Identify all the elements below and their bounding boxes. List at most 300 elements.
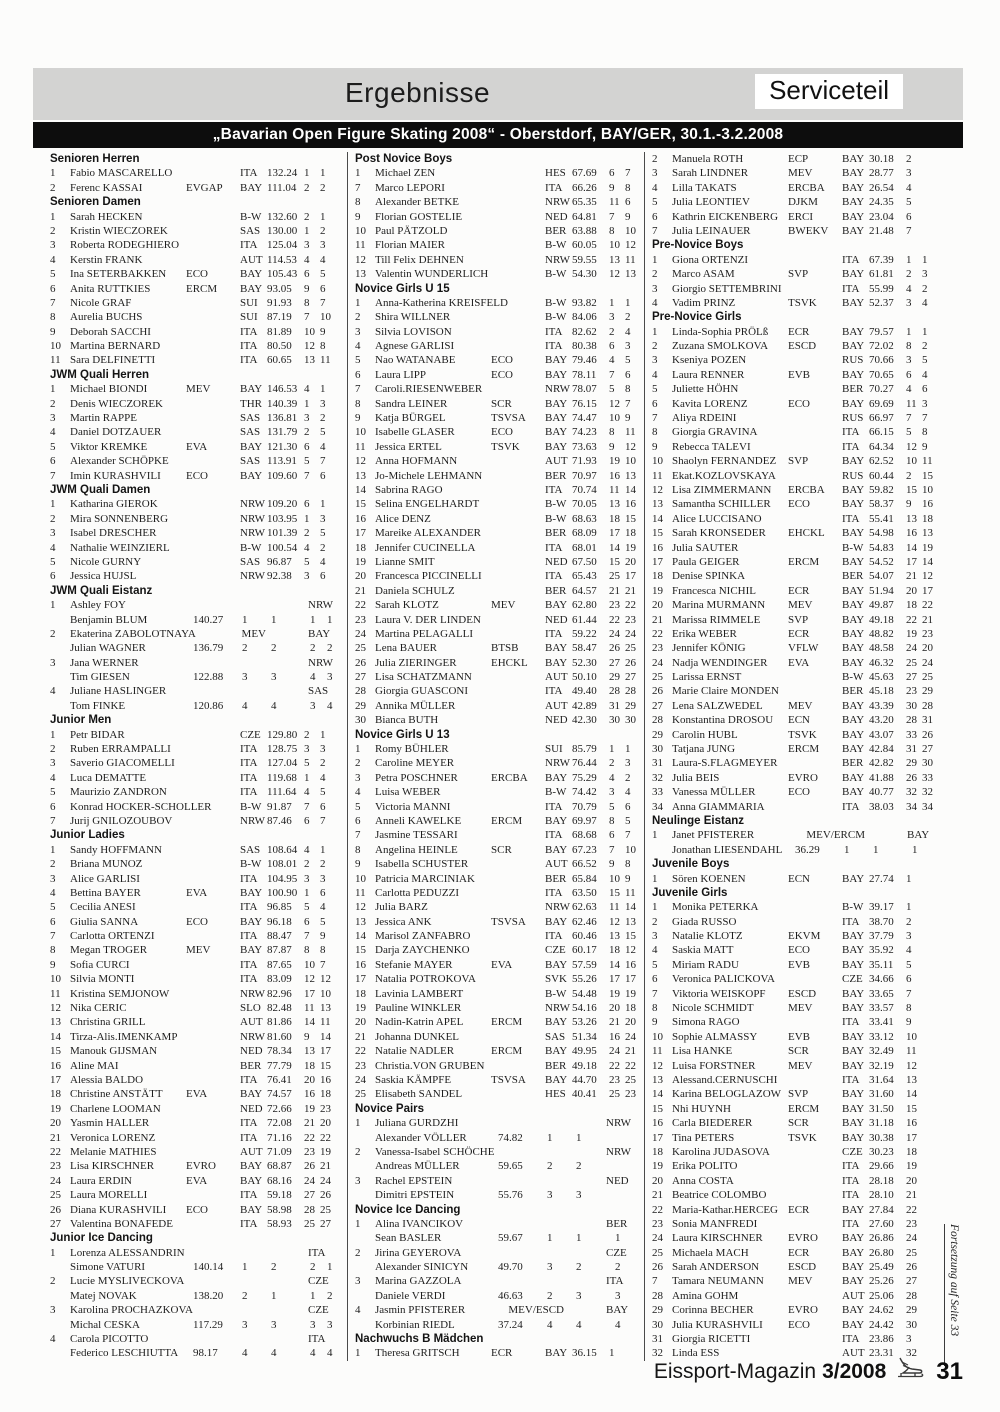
club [491,742,545,756]
score: 82.48 [267,1002,292,1015]
club [788,670,842,684]
partner1-name: Vanessa-Isabel SCHÖCHE [375,1145,495,1158]
rank: 25 [355,642,366,655]
skater-name: Melanie MATHIES [70,1145,157,1158]
placement-fs: 24 [320,1174,331,1187]
placement: 2 [547,1289,553,1302]
score: 80.50 [267,340,292,353]
pair-result-row-line2 [355,1188,642,1202]
placement-fs [922,1303,937,1317]
result-row [652,598,943,612]
region: BAY [842,340,865,353]
region: AUT [545,858,568,871]
rank: 6 [50,800,56,813]
result-row [355,943,642,957]
rank: 21 [50,1131,61,1144]
region: SLO [240,1002,261,1015]
result-row [355,382,642,396]
rank: 23 [355,1059,366,1072]
region: BER [240,1059,262,1072]
skater-name: Aline MAI [70,1059,119,1072]
region: AUT [545,671,568,684]
placement: 4 [615,1318,621,1331]
placement-fs: 7 [320,814,326,827]
region: BAY [545,1347,568,1360]
placement-sp: 4 [609,354,615,367]
placement-fs [922,224,937,238]
club: EVB [788,1030,810,1043]
skater-name: Miriam RADU [672,958,739,971]
result-row [652,1246,943,1260]
skater-name: Viktoria WEISKOPF [672,987,766,1000]
result-row [50,382,344,396]
rank: 5 [50,786,56,799]
rank: 27 [50,1217,61,1230]
placement-fs: 6 [625,800,631,813]
skate-logo-icon [894,1356,926,1387]
section-title: Senioren Herren [50,153,140,165]
placement-sp: 25 [609,1088,620,1101]
region: BER [842,757,864,770]
rank: 1 [355,1347,361,1360]
skater-name: Lavinia LAMBERT [375,987,464,1000]
club [491,800,545,814]
result-row [50,1116,344,1130]
placement-fs: 4 [320,253,326,266]
club: SVP [788,1088,809,1101]
score: 78.34 [267,1045,292,1058]
skater-name: Caroline MEYER [375,757,455,770]
rank: 1 [50,167,56,180]
placement-fs [922,1231,937,1245]
placement-sp: 6 [609,829,615,842]
placement-sp: 2 [304,181,310,194]
placement-fs: 7 [320,455,326,468]
result-row [652,368,943,382]
score: 127.04 [267,757,298,770]
placement-fs: 2 [625,771,631,784]
score: 131.79 [267,426,298,439]
rank-spacer [355,1188,375,1202]
placement-fs [922,1044,937,1058]
placement-fs: 10 [320,311,331,324]
club: EVRO [186,1160,216,1173]
score: 38.70 [869,915,894,928]
rank: 19 [652,1160,663,1173]
club: ECN [788,872,810,885]
result-row [50,166,344,180]
result-row [355,411,642,425]
skater-name: Isabelle GLASER [375,426,455,439]
placement: 2 [576,1160,582,1173]
score: 146.53 [267,383,298,396]
skater-name: Deborah SACCHI [70,325,151,338]
score: 44.70 [572,1074,597,1086]
placement-fs: 4 [320,440,326,453]
club: EVA [186,1088,208,1101]
region: ITA [842,1174,860,1187]
result-row [652,339,943,353]
score: 74.82 [498,1131,523,1144]
club [186,555,240,569]
result-row [50,1174,344,1188]
result-row [355,929,642,943]
rank: 22 [652,627,663,640]
club: ECR [788,1203,810,1216]
score: 71.93 [572,455,597,468]
region: ITA [842,1189,860,1202]
placement: 2 [242,1289,248,1302]
club [186,397,240,411]
placement-fs: 21 [625,584,636,597]
placement-fs: 9 [625,210,631,223]
club [788,1332,842,1346]
region: SAS [240,555,261,568]
placement: 3 [576,1289,582,1302]
placement-fs: 18 [320,1088,331,1101]
score: 111.04 [267,181,297,194]
region: BAY [842,613,865,626]
skater-name: Martina PELAGALLI [375,627,474,640]
skater-name: Kseniya POZEN [672,354,747,367]
score: 80.38 [572,340,597,353]
result-row [355,224,642,238]
placement-sp: 18 [906,599,917,612]
skater-name: Laura KIRSCHNER [672,1232,763,1245]
result-row [355,627,642,641]
score: 46.63 [498,1289,523,1302]
rank: 3 [652,282,658,295]
score: 27.60 [869,1217,894,1230]
placement-fs [922,1116,937,1130]
rank: 15 [355,498,366,511]
placement: 4 [310,1347,316,1360]
score: 59.82 [869,483,894,496]
placement-fs: 28 [922,699,933,712]
placement-fs: 8 [320,944,326,957]
placement-fs: 6 [625,368,631,381]
placement-fs: 23 [922,627,933,640]
rank: 24 [355,627,366,640]
skater-name: Diana KURASHVILI [70,1203,167,1216]
score: 70.65 [869,368,894,381]
region: HES [545,1088,566,1101]
region: BAY [240,440,263,453]
skater-name: Lilla TAKATS [672,181,737,194]
placement-fs: 20 [625,1016,636,1029]
result-row [355,469,642,483]
placement-fs [922,1087,937,1101]
region: BAY [842,872,865,885]
score: 49.70 [498,1261,523,1274]
placement-fs: 1 [320,843,326,856]
rank: 16 [652,1117,663,1130]
score: 54.07 [869,570,894,583]
pair-result-row-line1 [652,828,943,842]
region: AUT [842,1347,865,1360]
magazine-name: Eissport-Magazin [653,1359,817,1383]
rank: 20 [652,1174,663,1187]
result-row [652,541,943,555]
pair-result-row-line2 [50,1289,344,1303]
result-row [652,1303,943,1317]
rank: 32 [652,771,663,784]
placement-sp: 7 [304,800,310,813]
region: NRW [308,599,334,612]
region: BAY [842,944,865,957]
skater-name: Anna-Katherina KREISFELD [375,296,508,309]
result-row [355,771,642,785]
skater-name: Sarah KRONSEDER [672,527,766,540]
result-row [50,224,344,238]
skater-name: Giorgia GRAVINA [672,426,758,439]
score: 42.30 [572,714,597,727]
rank: 1 [652,253,658,266]
placement-fs: 21 [320,1160,331,1173]
score: 35.92 [869,944,894,957]
header-bar [33,68,963,120]
placement-sp: 10 [304,958,315,971]
region: ITA [545,800,563,813]
skater-name: Veronica LORENZ [70,1131,156,1144]
placement-sp: 29 [609,671,620,684]
result-row [652,900,943,914]
rank: 18 [355,541,366,554]
skater-name: Giorgio SETTEMBRINI [672,282,782,295]
rank: 25 [652,671,663,684]
club [491,713,545,727]
placement-fs: 6 [320,282,326,295]
event-title-bar [33,122,963,148]
region: BAY [240,282,263,295]
partner1-name: Rachel EPSTEIN [375,1174,453,1187]
placement-sp: 2 [906,915,912,928]
pair-result-row-line2 [50,1260,344,1274]
club: VFLW [788,642,819,655]
partner1-name: Lucie MYSLIVECKOVA [70,1275,185,1288]
club [788,411,842,425]
score: 21.48 [869,224,894,237]
score: 100.90 [267,886,298,899]
placement-sp: 18 [609,944,620,957]
placement: 2 [310,642,316,655]
region: ITA [240,930,258,943]
score: 138.20 [193,1289,224,1302]
placement-sp: 11 [304,1002,315,1015]
score: 64.34 [869,440,894,453]
skater-name: Paula GEIGER [672,555,740,568]
rank: 21 [652,613,663,626]
club [186,296,240,310]
region: BAY [842,1059,865,1072]
skater-name: Lianne SMIT [375,555,435,568]
club [788,440,842,454]
rank: 15 [652,1102,663,1115]
region: ITA [842,1074,860,1086]
score: 77.79 [267,1059,292,1072]
rank: 1 [652,872,658,885]
placement-sp: 27 [609,656,620,669]
rank: 11 [50,354,61,367]
result-row [50,526,344,540]
placement-fs: 18 [625,527,636,540]
placement-sp: 8 [304,296,310,309]
rank: 6 [50,282,56,295]
skater-name: Vadim PRINZ [672,296,736,309]
rank: 4 [355,786,361,799]
skater-name: Charlene LOOMAN [70,1102,161,1115]
placement-sp: 7 [304,930,310,943]
placement-fs: 11 [625,253,636,266]
score: 54.48 [572,987,597,1000]
placement-fs: 5 [320,268,326,281]
result-row [652,713,943,727]
placement-sp: 21 [304,1117,315,1130]
header-serviceteil-label: Serviceteil [755,74,903,109]
skater-name: Veronica PALICKOVA [672,973,775,986]
club: ECO [186,469,208,482]
score: 83.09 [267,973,292,986]
score: 120.86 [193,699,224,712]
skater-name: Michael BIONDI [70,383,148,396]
placement-fs: 27 [922,743,933,756]
placement-sp: 15 [609,555,620,568]
result-row [652,943,943,957]
skater-name: Selina ENGELHARDT [375,498,480,511]
result-row [652,1073,943,1087]
partner2-name: Benjamin BLUM [70,613,148,626]
rank: 15 [355,944,366,957]
placement-sp: 24 [609,627,620,640]
placement: 4 [242,699,248,712]
placement-sp: 12 [304,340,315,353]
skater-name: Sabrina RAGO [375,483,443,496]
result-row [50,1001,344,1015]
region: BAY [240,1174,263,1187]
section-title: JWM Quali Herren [50,368,150,381]
rank: 31 [652,757,663,770]
club: ERCM [491,814,523,827]
region: NED [240,1045,263,1058]
result-row [652,555,943,569]
skater-name: Tamara NEUMANN [672,1275,764,1288]
section-title: Pre-Novice Girls [652,311,742,324]
rank: 1 [355,167,361,180]
placement-sp: 23 [609,599,620,612]
result-row [652,497,943,511]
club: ERCM [788,743,820,756]
rank: 9 [355,858,361,871]
result-row [652,483,943,497]
result-row [652,1102,943,1116]
skater-name: Aurelia BUCHS [70,311,143,324]
region: SUI [240,311,258,324]
rank: 6 [355,368,361,381]
placement-sp: 1 [304,512,310,525]
result-row [652,1274,943,1288]
score: 54.16 [572,1002,597,1015]
club [788,541,842,555]
score: 79.46 [572,354,597,367]
skater-name: Valentina BONAFEDE [70,1217,173,1230]
pair-result-row-line2 [355,1231,642,1245]
club [491,382,545,396]
pair-result-row-line2 [50,1318,344,1332]
section-title: Neulinge Eistanz [652,814,745,827]
region: NRW [240,987,266,1000]
score: 69.97 [572,814,597,827]
rank: 3 [50,757,56,770]
club [186,210,240,224]
placement-fs [922,1102,937,1116]
club [491,943,545,957]
rank: 5 [652,196,658,209]
placement-fs: 17 [320,1045,331,1058]
placement-fs: 1 [922,325,928,338]
placement-sp: 9 [609,181,615,194]
skater-name: Karolina JUDASOVA [672,1145,770,1158]
pair-result-row-line1 [50,598,344,612]
placement-fs: 17 [625,973,636,986]
club [491,310,545,324]
skater-name: Laura MORELLI [70,1189,148,1202]
skater-name: Alessia BALDO [70,1074,144,1086]
region: ITA [545,886,563,899]
club [186,742,240,756]
club: MEV [788,1059,813,1072]
placement-fs: 29 [922,685,933,698]
rank: 16 [355,958,366,971]
club [186,1030,240,1044]
result-row [355,267,642,281]
placement-sp: 18 [906,1145,917,1158]
score: 54.30 [572,268,597,281]
result-row [50,353,344,367]
section-title: Nachwuchs B Mädchen [355,1333,484,1346]
rank: 29 [355,699,366,712]
club [788,684,842,698]
result-row [355,915,642,929]
score: 61.81 [869,268,894,281]
rank: 27 [652,699,663,712]
club: MEV [788,1275,813,1288]
club [491,670,545,684]
placement-fs: 8 [625,383,631,396]
rank-spacer [355,1159,375,1173]
region: ITA [842,800,860,813]
score: 69.69 [869,397,894,410]
skater-name: Kristina SEMJONOW [70,987,170,1000]
score: 30.23 [869,1145,894,1158]
placement: 1 [547,1131,553,1144]
result-row [50,454,344,468]
result-row [50,181,344,195]
pair-result-row-line2 [355,1159,642,1173]
pair-result-row-line2 [355,1260,642,1274]
rank: 13 [355,469,366,482]
placement: 4 [242,1347,248,1360]
club: EVRO [788,1304,818,1317]
pair-result-row-line1 [50,656,344,670]
skater-name: Jessica HUJSL [70,570,137,583]
club: EHCKL [491,656,528,669]
rank: 1 [50,843,56,856]
result-row [652,195,943,209]
placement-sp: 5 [906,426,912,439]
club [491,886,545,900]
rank: 4 [50,685,56,698]
placement-sp: 6 [304,915,310,928]
